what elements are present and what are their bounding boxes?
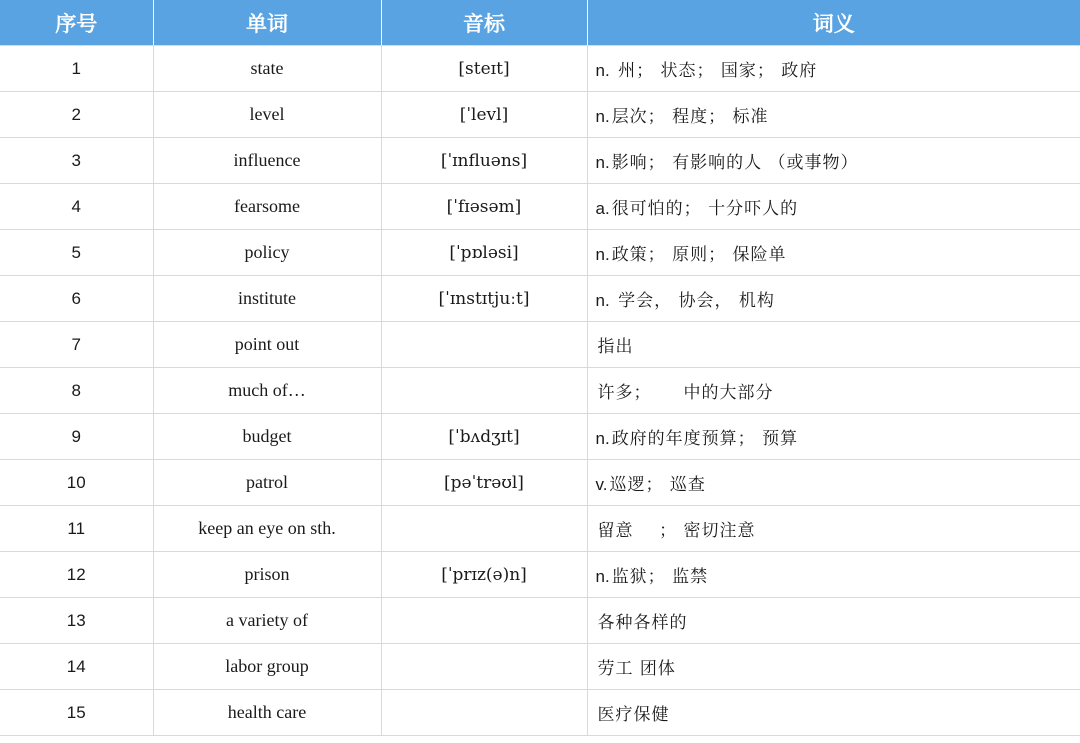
row-meaning bbox=[587, 414, 1080, 460]
row-number: 4 bbox=[0, 184, 153, 230]
part-of-speech: n. bbox=[595, 567, 610, 586]
row-word: a variety of bbox=[153, 598, 381, 644]
row-word: keep an eye on sth. bbox=[153, 506, 381, 552]
part-of-speech: a. bbox=[595, 199, 610, 218]
row-number: 9 bbox=[0, 414, 153, 460]
table-row bbox=[0, 414, 1080, 460]
table-row bbox=[0, 46, 1080, 92]
row-number: 7 bbox=[0, 322, 153, 368]
meaning-text: 留意 ； 密切注意 bbox=[597, 521, 756, 541]
row-word: budget bbox=[153, 414, 381, 460]
row-phonetic: [ˈɪnstɪtjuːt] bbox=[381, 276, 587, 322]
row-word: patrol bbox=[153, 460, 381, 506]
row-number: 15 bbox=[0, 690, 153, 736]
meaning-text: 层次； 程度； 标准 bbox=[611, 107, 769, 127]
row-phonetic: [ˈpɒləsi] bbox=[381, 230, 587, 276]
meaning-text: 指出 bbox=[597, 337, 634, 357]
row-number: 10 bbox=[0, 460, 153, 506]
meaning-text: 政策； 原则； 保险单 bbox=[611, 245, 787, 265]
row-meaning bbox=[587, 230, 1080, 276]
row-word: prison bbox=[153, 552, 381, 598]
header-number: 序号 bbox=[0, 0, 153, 46]
row-word: fearsome bbox=[153, 184, 381, 230]
row-number: 6 bbox=[0, 276, 153, 322]
part-of-speech: n. bbox=[595, 61, 610, 80]
row-word: policy bbox=[153, 230, 381, 276]
table-row bbox=[0, 184, 1080, 230]
row-number: 14 bbox=[0, 644, 153, 690]
row-word: point out bbox=[153, 322, 381, 368]
table-row bbox=[0, 460, 1080, 506]
row-meaning bbox=[587, 460, 1080, 506]
row-meaning bbox=[587, 644, 1080, 690]
row-phonetic: [ˈlevl] bbox=[381, 92, 587, 138]
meaning-text: 很可怕的； 十分吓人的 bbox=[611, 199, 799, 219]
table-row bbox=[0, 322, 1080, 368]
row-phonetic: [pəˈtrəʊl] bbox=[381, 460, 587, 506]
meaning-text: 影响； 有影响的人 （或事物） bbox=[611, 153, 859, 173]
part-of-speech: n. bbox=[595, 107, 610, 126]
part-of-speech: v. bbox=[595, 475, 608, 494]
table-row bbox=[0, 644, 1080, 690]
table-row bbox=[0, 230, 1080, 276]
table-body bbox=[0, 46, 1080, 736]
row-meaning bbox=[587, 184, 1080, 230]
row-number: 1 bbox=[0, 46, 153, 92]
part-of-speech: n. bbox=[595, 429, 610, 448]
row-number: 12 bbox=[0, 552, 153, 598]
row-meaning bbox=[587, 598, 1080, 644]
row-word: state bbox=[153, 46, 381, 92]
row-word: health care bbox=[153, 690, 381, 736]
row-phonetic bbox=[381, 322, 587, 368]
meaning-text: 政府的年度预算； 预算 bbox=[611, 429, 799, 449]
row-phonetic bbox=[381, 368, 587, 414]
meaning-text: 州； 状态； 国家； 政府 bbox=[611, 61, 818, 81]
table-row bbox=[0, 92, 1080, 138]
row-phonetic: [steɪt] bbox=[381, 46, 587, 92]
table-row bbox=[0, 598, 1080, 644]
row-word: level bbox=[153, 92, 381, 138]
row-meaning bbox=[587, 506, 1080, 552]
row-phonetic bbox=[381, 690, 587, 736]
row-phonetic bbox=[381, 506, 587, 552]
header-meaning: 词义 bbox=[587, 0, 1080, 46]
row-meaning bbox=[587, 138, 1080, 184]
row-meaning bbox=[587, 322, 1080, 368]
row-phonetic: [ˈbʌdʒɪt] bbox=[381, 414, 587, 460]
meaning-text: 许多； 中的大部分 bbox=[597, 383, 774, 403]
row-phonetic bbox=[381, 644, 587, 690]
row-meaning bbox=[587, 276, 1080, 322]
meaning-text: 医疗保健 bbox=[597, 705, 670, 725]
part-of-speech: n. bbox=[595, 245, 610, 264]
row-phonetic bbox=[381, 598, 587, 644]
row-number: 8 bbox=[0, 368, 153, 414]
table-row bbox=[0, 506, 1080, 552]
row-word: much of… bbox=[153, 368, 381, 414]
row-number: 13 bbox=[0, 598, 153, 644]
table-row bbox=[0, 690, 1080, 736]
meaning-text: 学会， 协会， 机构 bbox=[611, 291, 775, 311]
meaning-text: 各种各样的 bbox=[597, 613, 688, 633]
table-row bbox=[0, 368, 1080, 414]
meaning-text: 劳工 团体 bbox=[597, 659, 676, 679]
row-meaning bbox=[587, 552, 1080, 598]
row-phonetic: [ˈprɪz(ə)n] bbox=[381, 552, 587, 598]
table-row bbox=[0, 138, 1080, 184]
row-word: influence bbox=[153, 138, 381, 184]
row-phonetic: [ˈɪnfluəns] bbox=[381, 138, 587, 184]
header-row bbox=[0, 0, 1080, 46]
table-row bbox=[0, 552, 1080, 598]
table-header bbox=[0, 0, 1080, 46]
row-meaning bbox=[587, 368, 1080, 414]
row-meaning bbox=[587, 92, 1080, 138]
meaning-text: 巡逻； 巡查 bbox=[609, 475, 706, 495]
row-meaning bbox=[587, 690, 1080, 736]
row-meaning bbox=[587, 46, 1080, 92]
row-number: 5 bbox=[0, 230, 153, 276]
meaning-text: 监狱； 监禁 bbox=[611, 567, 709, 587]
header-phonetic: 音标 bbox=[381, 0, 587, 46]
table-row bbox=[0, 276, 1080, 322]
row-number: 11 bbox=[0, 506, 153, 552]
row-word: labor group bbox=[153, 644, 381, 690]
row-number: 2 bbox=[0, 92, 153, 138]
part-of-speech: n. bbox=[595, 291, 610, 310]
row-word: institute bbox=[153, 276, 381, 322]
header-word: 单词 bbox=[153, 0, 381, 46]
row-phonetic: [ˈfɪəsəm] bbox=[381, 184, 587, 230]
row-number: 3 bbox=[0, 138, 153, 184]
part-of-speech: n. bbox=[595, 153, 610, 172]
